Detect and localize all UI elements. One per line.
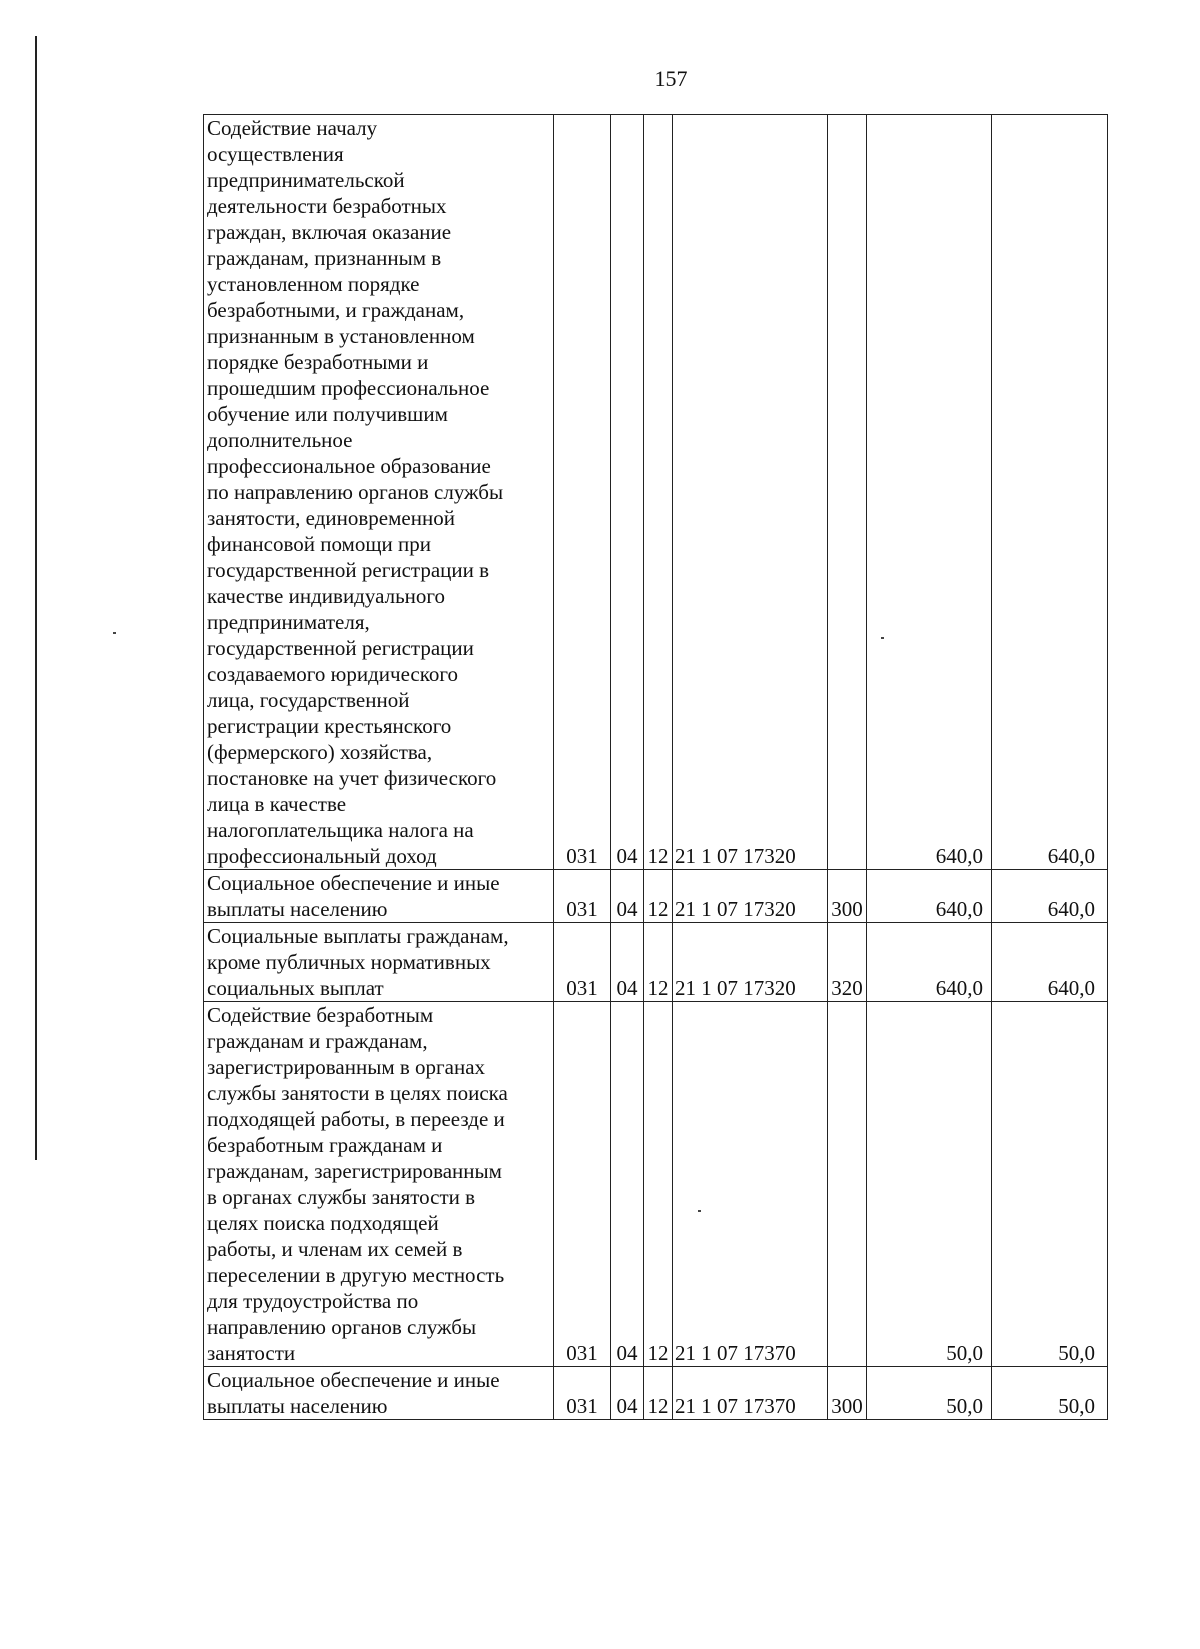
row-name-line: государственной регистрации <box>207 636 474 660</box>
row-name-line: службы занятости в целях поиска <box>207 1081 508 1105</box>
row-name-line: Содействие началу <box>207 116 378 140</box>
row-name-line: занятости <box>207 1341 296 1365</box>
expense-type-cell: 320 <box>828 923 867 1002</box>
row-name-line: направлению органов службы <box>207 1315 477 1339</box>
row-name-line: налогоплательщика налога на <box>207 818 474 842</box>
row-name-line: социальных выплат <box>207 976 384 1000</box>
row-name-line: Социальное обеспечение и иные <box>207 1368 500 1392</box>
row-name-line: зарегистрированным в органах <box>207 1055 486 1079</box>
table-row <box>204 870 1108 923</box>
section-cell: 04 <box>611 870 644 923</box>
row-name-line: Социальные выплаты гражданам, <box>207 924 509 948</box>
row-name-line: предпринимателя, <box>207 610 370 634</box>
row-name-line: выплаты населению <box>207 1394 388 1418</box>
row-name-line: обучение или получившим <box>207 402 448 426</box>
row-name-line: безработными, и гражданам, <box>207 298 465 322</box>
row-name-line: гражданам, признанным в <box>207 246 442 270</box>
row-name-line: порядке безработными и <box>207 350 429 374</box>
row-name-line: установленном порядке <box>207 272 420 296</box>
subsection-cell: 12 <box>644 1002 673 1367</box>
subsection-cell: 12 <box>644 115 673 870</box>
row-name-line: работы, и членам их семей в <box>207 1237 463 1261</box>
row-name-cell <box>204 870 554 923</box>
row-name-line: кроме публичных нормативных <box>207 950 491 974</box>
section-cell: 04 <box>611 1002 644 1367</box>
amount-2-cell: 640,0 <box>992 870 1108 923</box>
scan-binding-line <box>35 36 37 1160</box>
amount-1-cell: 640,0 <box>867 870 992 923</box>
budget-table-body <box>204 115 1108 1420</box>
page-number: 157 <box>654 66 688 91</box>
row-name-line: прошедшим профессиональное <box>207 376 490 400</box>
target-item-cell: 21 1 07 17370 <box>673 1002 828 1367</box>
row-name-line: выплаты населению <box>207 897 388 921</box>
row-name-line: переселении в другую местность <box>207 1263 505 1287</box>
amount-2-cell: 640,0 <box>992 115 1108 870</box>
table-row <box>204 1367 1108 1420</box>
row-name-line: создаваемого юридического <box>207 662 458 686</box>
row-name-line: дополнительное <box>207 428 353 452</box>
row-name-line: постановке на учет физического <box>207 766 497 790</box>
row-name-line: Содействие безработным <box>207 1003 434 1027</box>
row-name-line: качестве индивидуального <box>207 584 445 608</box>
row-name-line: профессиональное образование <box>207 454 491 478</box>
row-name-cell <box>204 115 554 870</box>
subsection-cell: 12 <box>644 1367 673 1420</box>
amount-1-cell: 50,0 <box>867 1002 992 1367</box>
section-cell: 04 <box>611 923 644 1002</box>
row-name-line: для трудоустройства по <box>207 1289 419 1313</box>
admin-code-cell: 031 <box>554 115 611 870</box>
amount-1-cell: 640,0 <box>867 923 992 1002</box>
row-name-line: гражданам и гражданам, <box>207 1029 428 1053</box>
table-row <box>204 923 1108 1002</box>
expense-type-cell <box>828 115 867 870</box>
row-name-line: в органах службы занятости в <box>207 1185 476 1209</box>
row-name-line: Социальное обеспечение и иные <box>207 871 500 895</box>
expense-type-cell: 300 <box>828 1367 867 1420</box>
row-name-line: целях поиска подходящей <box>207 1211 439 1235</box>
budget-table <box>203 114 1108 1420</box>
row-name-line: гражданам, зарегистрированным <box>207 1159 502 1183</box>
row-name-line: безработным гражданам и <box>207 1133 443 1157</box>
subsection-cell: 12 <box>644 923 673 1002</box>
target-item-cell: 21 1 07 17320 <box>673 923 828 1002</box>
row-name-line: подходящей работы, в переезде и <box>207 1107 505 1131</box>
section-cell: 04 <box>611 1367 644 1420</box>
scan-speck <box>113 632 116 634</box>
row-name-line: граждан, включая оказание <box>207 220 452 244</box>
amount-1-cell: 640,0 <box>867 115 992 870</box>
row-name-line: предпринимательской <box>207 168 405 192</box>
row-name-line: (фермерского) хозяйства, <box>207 740 433 764</box>
amount-1-cell: 50,0 <box>867 1367 992 1420</box>
table-row <box>204 1002 1108 1367</box>
row-name-cell <box>204 1367 554 1420</box>
expense-type-cell <box>828 1002 867 1367</box>
amount-2-cell: 50,0 <box>992 1367 1108 1420</box>
row-name-line: лица в качестве <box>207 792 347 816</box>
admin-code-cell: 031 <box>554 1002 611 1367</box>
table-row <box>204 115 1108 870</box>
row-name-line: государственной регистрации в <box>207 558 490 582</box>
row-name-cell <box>204 923 554 1002</box>
row-name-line: по направлению органов службы <box>207 480 504 504</box>
row-name-cell <box>204 1002 554 1367</box>
row-name-line: профессиональный доход <box>207 844 437 868</box>
row-name-line: регистрации крестьянского <box>207 714 452 738</box>
target-item-cell: 21 1 07 17320 <box>673 115 828 870</box>
amount-2-cell: 640,0 <box>992 923 1108 1002</box>
expense-type-cell: 300 <box>828 870 867 923</box>
subsection-cell: 12 <box>644 870 673 923</box>
amount-2-cell: 50,0 <box>992 1002 1108 1367</box>
row-name-line: финансовой помощи при <box>207 532 431 556</box>
row-name-line: деятельности безработных <box>207 194 447 218</box>
section-cell: 04 <box>611 115 644 870</box>
admin-code-cell: 031 <box>554 870 611 923</box>
admin-code-cell: 031 <box>554 1367 611 1420</box>
row-name-line: лица, государственной <box>207 688 410 712</box>
row-name-line: признанным в установленном <box>207 324 475 348</box>
row-name-line: занятости, единовременной <box>207 506 455 530</box>
admin-code-cell: 031 <box>554 923 611 1002</box>
target-item-cell: 21 1 07 17370 <box>673 1367 828 1420</box>
row-name-line: осуществления <box>207 142 344 166</box>
target-item-cell: 21 1 07 17320 <box>673 870 828 923</box>
